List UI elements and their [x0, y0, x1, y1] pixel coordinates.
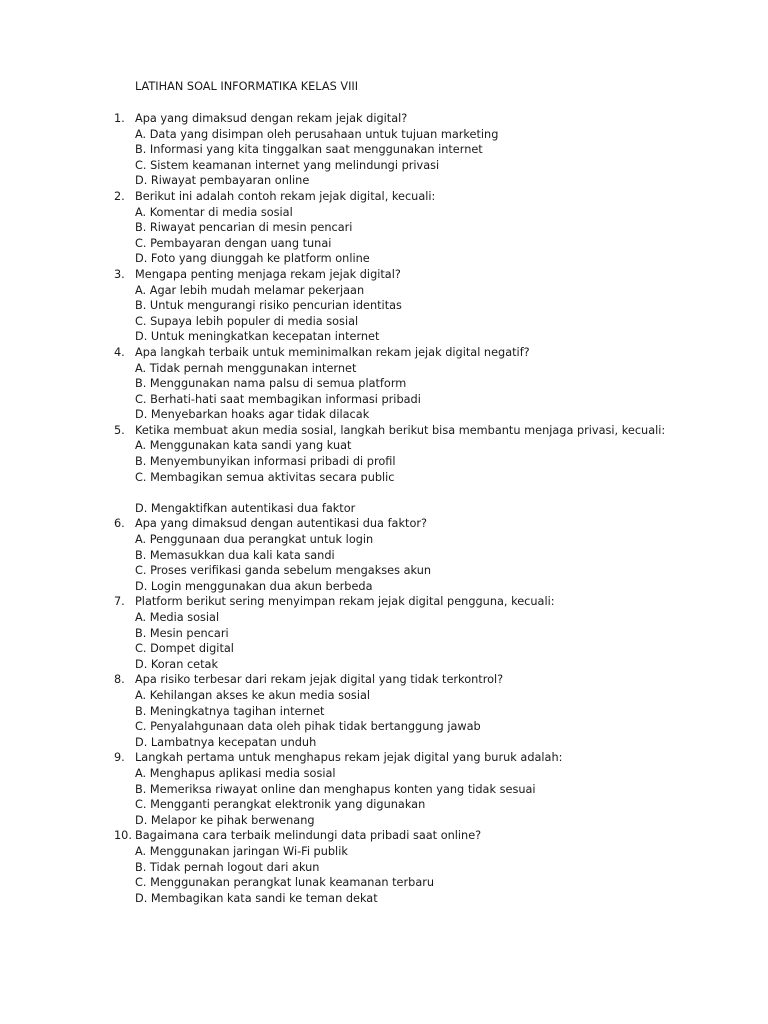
answer-option: B. Memeriksa riwayat online dan menghapus konten yang tidak sesuai [135, 782, 536, 796]
question-text: Berikut ini adalah contoh rekam jejak digital, kecuali: [135, 189, 436, 203]
question-number: 7. [114, 595, 125, 609]
answer-option: B. Menyembunyikan informasi pribadi di profil [135, 455, 396, 469]
document-title: LATIHAN SOAL INFORMATIKA KELAS VIII [135, 80, 359, 93]
answer-option: A. Penggunaan dua perangkat untuk login [135, 533, 374, 547]
answer-option: B. Riwayat pencarian di mesin pencari [135, 221, 353, 235]
question-list [0, 111, 768, 906]
answer-option: D. Koran cetak [135, 657, 219, 671]
answer-option: C. Supaya lebih populer di media sosial [135, 314, 359, 328]
answer-option: C. Berhati-hati saat membagikan informasi pribadi [135, 392, 421, 406]
answer-option: D. Mengaktifkan autentikasi dua faktor [135, 501, 356, 515]
question-header [0, 345, 768, 361]
answer-option: B. Memasukkan dua kali kata sandi [135, 548, 335, 562]
blank-line [0, 485, 768, 501]
question-item [0, 672, 768, 750]
answer-option: A. Menggunakan kata sandi yang kuat [135, 439, 352, 453]
answer-option: C. Sistem keamanan internet yang melindungi privasi [135, 158, 440, 172]
answer-option: B. Meningkatnya tagihan internet [135, 704, 325, 718]
question-item [0, 345, 768, 423]
question-item [0, 750, 768, 828]
question-item [0, 516, 768, 594]
answer-option: A. Menghapus aplikasi media sosial [135, 766, 336, 780]
answer-option: D. Menyebarkan hoaks agar tidak dilacak [135, 408, 370, 422]
question-header [0, 594, 768, 610]
answer-option: A. Komentar di media sosial [135, 205, 293, 219]
answer-option: D. Untuk meningkatkan kecepatan internet [135, 330, 380, 344]
answer-option: D. Riwayat pembayaran online [135, 174, 310, 188]
question-header [0, 267, 768, 283]
answer-option: B. Untuk mengurangi risiko pencurian identitas [135, 299, 402, 313]
answer-option: A. Media sosial [135, 611, 220, 624]
answer-option: C. Proses verifikasi ganda sebelum mengakses akun [135, 564, 432, 578]
question-text: Apa yang dimaksud dengan autentikasi dua faktor? [135, 517, 427, 531]
answer-option: D. Foto yang diunggah ke platform online [135, 252, 370, 266]
answer-option: C. Menggunakan perangkat lunak keamanan terbaru [135, 876, 435, 890]
question-text: Mengapa penting menjaga rekam jejak digital? [135, 267, 401, 281]
question-number: 9. [114, 751, 125, 765]
answer-option: B. Informasi yang kita tinggalkan saat menggunakan internet [135, 143, 483, 157]
answer-option: A. Tidak pernah menggunakan internet [135, 361, 357, 375]
question-item [0, 111, 768, 189]
question-text: Ketika membuat akun media sosial, langkah berikut bisa membantu menjaga privasi, kecuali: [135, 423, 666, 437]
question-header [0, 111, 768, 127]
answer-option: B. Menggunakan nama palsu di semua platform [135, 377, 407, 391]
question-header [0, 516, 768, 532]
question-text: Apa risiko terbesar dari rekam jejak digital yang tidak terkontrol? [135, 673, 504, 687]
answer-option: C. Pembayaran dengan uang tunai [135, 236, 332, 250]
answer-option: A. Menggunakan jaringan Wi-Fi publik [135, 844, 348, 858]
question-number: 2. [114, 189, 125, 203]
answer-option: B. Tidak pernah logout dari akun [135, 860, 320, 874]
question-header [0, 672, 768, 688]
question-header [0, 750, 768, 766]
answer-option: D. Membagikan kata sandi ke teman dekat [135, 891, 378, 905]
question-item [0, 267, 768, 345]
question-number: 10. [114, 829, 132, 843]
question-item [0, 423, 768, 517]
question-text: Apa langkah terbaik untuk meminimalkan rekam jejak digital negatif? [135, 345, 530, 359]
question-text: Apa yang dimaksud dengan rekam jejak digital? [135, 112, 408, 125]
answer-option: C. Mengganti perangkat elektronik yang digunakan [135, 798, 426, 812]
question-number: 5. [114, 423, 125, 437]
question-header [0, 189, 768, 205]
answer-option: C. Penyalahgunaan data oleh pihak tidak bertanggung jawab [135, 720, 481, 734]
answer-option: A. Agar lebih mudah melamar pekerjaan [135, 283, 365, 297]
answer-option: A. Data yang disimpan oleh perusahaan untuk tujuan marketing [135, 127, 499, 141]
question-number: 6. [114, 517, 125, 531]
answer-option: D. Lambatnya kecepatan unduh [135, 735, 317, 749]
question-number: 3. [114, 267, 125, 281]
answer-option: C. Membagikan semua aktivitas secara public [135, 470, 395, 484]
question-header [0, 828, 768, 844]
question-item [0, 189, 768, 267]
question-number: 4. [114, 345, 125, 359]
answer-option: A. Kehilangan akses ke akun media sosial [135, 688, 371, 702]
answer-option: D. Login menggunakan dua akun berbeda [135, 579, 373, 593]
question-header [0, 423, 768, 439]
answer-option: B. Mesin pencari [135, 626, 229, 640]
question-number: 1. [114, 112, 125, 125]
question-item [0, 594, 768, 672]
question-number: 8. [114, 673, 125, 687]
answer-option: D. Melapor ke pihak berwenang [135, 813, 315, 827]
question-item [0, 828, 768, 906]
answer-option: C. Dompet digital [135, 642, 234, 656]
question-text: Bagaimana cara terbaik melindungi data pribadi saat online? [135, 829, 482, 843]
question-text: Langkah pertama untuk menghapus rekam jejak digital yang buruk adalah: [135, 751, 563, 765]
question-text: Platform berikut sering menyimpan rekam jejak digital pengguna, kecuali: [135, 595, 555, 609]
